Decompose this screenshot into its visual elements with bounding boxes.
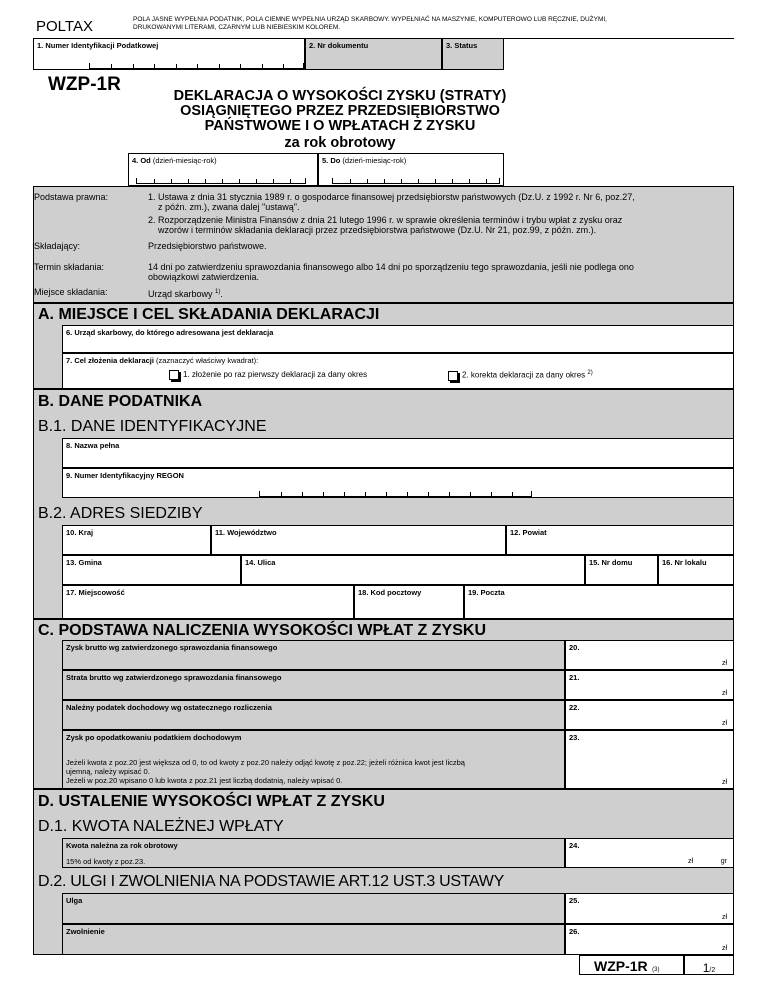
county-label: 12. Powiat	[510, 528, 547, 537]
currency-pln: zł	[721, 779, 727, 786]
apartment-number-label: 16. Nr lokalu	[662, 558, 707, 567]
post-office-label: 19. Poczta	[468, 588, 505, 597]
page-number: 1	[702, 961, 710, 975]
deadline-value: 14 dni po zatwierdzeniu sprawozdania finansowego albo 14 dni po sporządzeniu tego sprawozdania, jeśli nie podlega ono obowiązkowi zatwierdzenia.	[148, 262, 634, 282]
full-name-field[interactable]	[62, 438, 734, 468]
instructions-line-2: DRUKOWANYMI LITERAMI, CZARNYM LUB NIEBIESKIM KOLOREM.	[133, 24, 341, 31]
apartment-number-field[interactable]	[658, 555, 734, 585]
period-from-digit-boxes	[136, 178, 306, 184]
city-field[interactable]	[62, 585, 354, 619]
form-title-line-4: za rok obrotowy	[284, 135, 396, 151]
deadline-label: Termin składania:	[34, 262, 105, 272]
currency-pln: zł	[721, 660, 727, 667]
house-number-field[interactable]	[585, 555, 658, 585]
relief-label: Ulga	[66, 896, 83, 905]
net-profit-input[interactable]	[565, 730, 734, 789]
regon-label: 9. Numer Identyfikacyjny REGON	[66, 471, 184, 480]
checkbox-first-filing[interactable]	[169, 370, 179, 380]
place-label: Miejsce składania:	[34, 287, 108, 297]
purpose-option-first[interactable]: 1. złożenie po raz pierwszy deklaracji za dany okres	[169, 370, 367, 380]
voivodeship-label: 11. Województwo	[215, 528, 277, 537]
country-field[interactable]	[62, 525, 211, 555]
page-total: /2	[709, 967, 716, 974]
form-title-line-2: OSIĄGNIĘTEGO PRZEZ PRZEDSIĘBIORSTWO	[180, 103, 500, 119]
street-label: 14. Ulica	[245, 558, 276, 567]
commune-field[interactable]	[62, 555, 241, 585]
amount-due-label: Kwota należna za rok obrotowy	[66, 841, 178, 850]
footer-page-box	[684, 955, 734, 975]
status-field	[442, 38, 504, 70]
period-from-field[interactable]	[128, 153, 318, 186]
county-field[interactable]	[506, 525, 734, 555]
currency-pln: zł	[721, 720, 727, 727]
voivodeship-field[interactable]	[211, 525, 506, 555]
footer-form-code: WZP-1R	[594, 958, 648, 974]
document-number-field	[305, 38, 442, 70]
income-tax-input[interactable]	[565, 700, 734, 730]
net-profit-label: Zysk po opodatkowaniu podatkiem dochodowym	[66, 733, 242, 742]
nip-field[interactable]	[33, 38, 305, 70]
form-title-line-3: PAŃSTWOWE I O WPŁATACH Z ZYSKU	[204, 118, 476, 134]
period-to-digit-boxes	[332, 178, 500, 184]
section-b2-title: B.2. ADRES SIEDZIBY	[38, 505, 203, 522]
period-to-field[interactable]	[318, 153, 504, 186]
footer-form-code-box	[579, 955, 684, 975]
currency-pln: zł	[721, 690, 727, 697]
purpose-label: 7. Cel złożenia deklaracji (zaznaczyć właściwy kwadrat):	[66, 356, 259, 365]
city-label: 17. Miejscowość	[66, 588, 125, 597]
nip-digit-boxes	[89, 63, 304, 69]
field-25-number: 25.	[569, 896, 580, 905]
exemption-label: Zwolnienie	[66, 927, 105, 936]
period-to-label: 5. Do (dzień-miesiąc-rok)	[322, 156, 407, 165]
amount-due-row	[62, 838, 565, 868]
filer-value: Przedsiębiorstwo państwowe.	[148, 241, 267, 251]
gross-loss-row	[62, 670, 565, 700]
section-b-title: B. DANE PODATNIKA	[38, 393, 203, 410]
section-b1-title: B.1. DANE IDENTYFIKACYJNE	[38, 418, 267, 435]
document-number-label: 2. Nr dokumentu	[309, 41, 369, 50]
form-code: WZP-1R	[48, 74, 121, 95]
postal-code-field[interactable]	[354, 585, 464, 619]
relief-input[interactable]	[565, 893, 734, 924]
section-d1-title: D.1. KWOTA NALEŻNEJ WPŁATY	[38, 818, 284, 835]
gross-profit-row	[62, 640, 565, 670]
section-d2-title: D.2. ULGI I ZWOLNIENIA NA PODSTAWIE ART.12 UST.3 USTAWY	[38, 873, 504, 890]
field-23-number: 23.	[569, 733, 580, 742]
tax-office-label: 6. Urząd skarbowy, do którego adresowana jest deklaracja	[66, 328, 274, 337]
form-title-line-1: DEKLARACJA O WYSOKOŚCI ZYSKU (STRATY)	[173, 88, 507, 104]
gross-loss-label: Strata brutto wg zatwierdzonego sprawozdania finansowego	[66, 673, 282, 682]
field-24-number: 24.	[569, 841, 580, 850]
field-26-number: 26.	[569, 927, 580, 936]
status-label: 3. Status	[446, 41, 478, 50]
legal-basis-label: Podstawa prawna:	[34, 192, 109, 202]
purpose-option-correction[interactable]: 2. korekta deklaracji za dany okres $^{2)}$	[448, 370, 593, 381]
relief-row	[62, 893, 565, 924]
amount-due-note: 15% od kwoty z poz.23.	[66, 857, 146, 866]
filer-label: Składający:	[34, 241, 81, 251]
gross-profit-input[interactable]	[565, 640, 734, 670]
purpose-field	[62, 353, 734, 389]
currency-grosze: gr	[720, 858, 727, 865]
amount-due-input[interactable]	[565, 838, 734, 868]
street-field[interactable]	[241, 555, 585, 585]
full-name-label: 8. Nazwa pełna	[66, 441, 120, 450]
currency-pln: zł	[721, 914, 727, 921]
postal-code-label: 18. Kod pocztowy	[358, 588, 422, 597]
income-tax-row	[62, 700, 565, 730]
gross-loss-input[interactable]	[565, 670, 734, 700]
checkbox-correction[interactable]	[448, 371, 458, 381]
exemption-row	[62, 924, 565, 955]
exemption-input[interactable]	[565, 924, 734, 955]
brand: POLTAX	[36, 18, 93, 35]
instructions-line-1: POLA JASNE WYPEŁNIA PODATNIK, POLA CIEMNE WYPEŁNIA URZĄD SKARBOWY. WYPEŁNIAĆ NA MASZYNIE, KOMPUTEROWO LUB RĘCZNIE, DUŻYMI,	[133, 16, 607, 23]
tax-office-field[interactable]	[62, 325, 734, 353]
income-tax-label: Należny podatek dochodowy wg ostatecznego rozliczenia	[66, 703, 272, 712]
section-a-title: A. MIEJSCE I CEL SKŁADANIA DEKLARACJI	[38, 306, 380, 323]
form-title	[110, 89, 570, 151]
field-21-number: 21.	[569, 673, 580, 682]
place-value: Urząd skarbowy $^{1)}$.	[148, 289, 223, 299]
nip-label: 1. Numer Identyfikacji Podatkowej	[37, 41, 159, 50]
section-d-title: D. USTALENIE WYSOKOŚCI WPŁAT Z ZYSKU	[38, 793, 385, 810]
currency-pln: zł	[721, 945, 727, 952]
section-c-title: C. PODSTAWA NALICZENIA WYSOKOŚCI WPŁAT Z ZYSKU	[38, 622, 486, 639]
legal-basis-text: 1. Ustawa z dnia 31 stycznia 1989 r. o gospodarce finansowej przedsiębiorstw państwowych (Dz.U. z 1992 r. Nr 6, poz.27, z późn. zm.), zwana dalej "ustawą". 2. Rozporządzenie Ministra Finansów z dnia 21 lutego 1996 r. w sprawie określenia terminów i trybu wpłat z zysku oraz wzorów i terminów składania deklaracji przez przedsiębiorstwa państwowe (Dz.U. Nr 21, poz.99, z późn. zm.).	[148, 192, 635, 235]
post-office-field[interactable]	[464, 585, 734, 619]
commune-label: 13. Gmina	[66, 558, 102, 567]
net-profit-note: Jeżeli kwota z poz.20 jest większa od 0, to od kwoty z poz.20 należy odjąć kwotę z poz.22; jeżeli różnica kwot jest liczbą ujemną, należy wpisać 0. Jeżeli w poz.20 wpisano 0 lub kwota z poz.21 jest liczbą dodatnią, należy wpisać 0.	[66, 758, 465, 785]
period-from-label: 4. Od (dzień-miesiąc-rok)	[132, 156, 217, 165]
currency-pln: zł	[687, 858, 693, 865]
field-20-number: 20.	[569, 643, 580, 652]
net-profit-row	[62, 730, 565, 789]
regon-field[interactable]	[62, 468, 734, 498]
country-label: 10. Kraj	[66, 528, 94, 537]
footer-form-version: (3)	[652, 967, 660, 973]
house-number-label: 15. Nr domu	[589, 558, 633, 567]
regon-digit-boxes	[259, 491, 532, 497]
gross-profit-label: Zysk brutto wg zatwierdzonego sprawozdania finansowego	[66, 643, 278, 652]
field-22-number: 22.	[569, 703, 580, 712]
instructions	[133, 16, 753, 32]
